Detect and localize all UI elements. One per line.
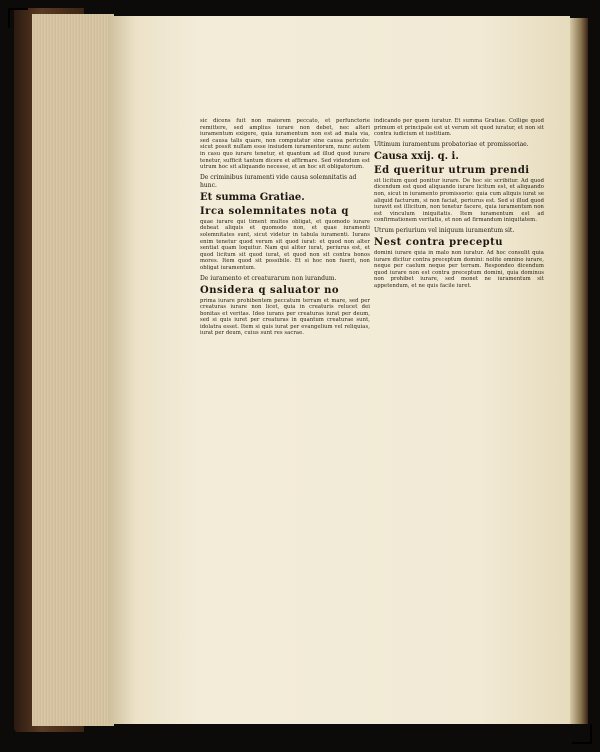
right-initial-heading-2: Nest contra preceptu [374,236,504,248]
right-heading-1: Causa xxij. q. i. [374,150,459,162]
left-caption-1: De criminibus iuramenti vide causa solemnitatis ad hunc. [200,173,357,189]
right-initial-heading-1: Ed queritur utrum prendi [374,164,530,176]
right-caption-1: Ultimum iuramentum probatoriae et promissoriae. [374,140,529,148]
right-text-column [374,118,544,293]
open-book [14,6,588,734]
right-paragraph-2: sit licitum quod ponitur iurare. De hoc sic scribitur. Ad quod dicendum est quod aliquando iurare licitum est, et aliquando non, sicut in iuramento promissorio: quia cum aliquis iurat se aliquid facturum, si non faciat, periurus est. Sed si illud quod iuravit est illicitum, non tenetur facere, quia iuramentum non est vinculum iniquitatis. Item iuramentum est ad confirmationem veritatis, et non ad firmandum iniquitatem. [374,177,544,224]
right-caption-2: Utrum periurium vel iniquum iuramentum sit. [374,226,515,234]
right-paragraph-3: domini iurare quia in malo non iuratur. Ad hoc consulit quia iurare dicitur contra preceptum domini: nolite omnino iurare, neque per caelum neque per terram. Respondeo dicendum quod iurare non est contra preceptum domini, quia dominus non prohibet iurare, sed monet ne iuramentum sit appetendum, et ne quis facile iuret. [374,249,544,289]
right-paragraph-1: indicando per quem iuratur. Et summa Gratiae. Collige quod primum et principale est ut verum sit quod iuratur, et non sit contra iudicium et iustitiam. [374,118,544,138]
left-paragraph-3: prima iurare prohibentem peccatum terram et mare, sed per creaturas iurare non licet, quia in creaturis relucet dei bonitas et veritas. Ideo iurans per creaturas iurat per deum, sed si quis iuret per creaturas in quantum creaturae sunt, idolatra esset. Item si quis iurat per evangelium vel reliquias, iurat per deum, cuius sunt res sacrae. [200,297,370,337]
left-paragraph-2: quae iurare qui timent multos obligat, et quomodo iurare debeat aliquis et quomodo non, et quae iuramenti solemnitates sunt, sicut videtur in tabula iuramenti. Iurans enim tenetur quod verum sit quod iurat: et quod non alter sentiat quam loquitur. Nam qui aliter iurat, periurus est, et quod licitum sit quod iurat, et quod non sit contra bonos mores. Item quod sit possibile. Et si hoc non fuerit, non obligat iuramentum. [200,218,370,271]
left-paragraph-1: sic dicens fuit non maiorem peccato, et perfunctorie remittere, sed amplius iurare non debet, nec alteri iuramentum exigere, quia iuramentum non est ad mala via, sed causa talis quare, non computatur sine causa periculo: sicut possit nullam esse insiudem iuramentorum, nunc autem in casu quo iurare tenetur, et quantum ad illud quod iurare tenetur, sufficit tantum dicere et affirmare. Sed videndum est utrum hoc sit aliquando necesse, et an hoc sit obligatorium. [200,118,370,171]
left-initial-heading-2: Onsidera q saluator no [200,284,340,296]
left-heading-1: Et summa Gratiae. [200,191,305,203]
corner-mark-bottom-right [572,724,592,744]
page-edges [32,14,114,726]
left-caption-2: De iuramento et creaturarum non iurandum. [200,274,337,282]
left-text-column [200,118,370,340]
left-initial-heading-1: Irca solemnitates nota q [200,205,349,217]
corner-mark-top-left [8,8,28,28]
book-cover-right [570,18,588,724]
